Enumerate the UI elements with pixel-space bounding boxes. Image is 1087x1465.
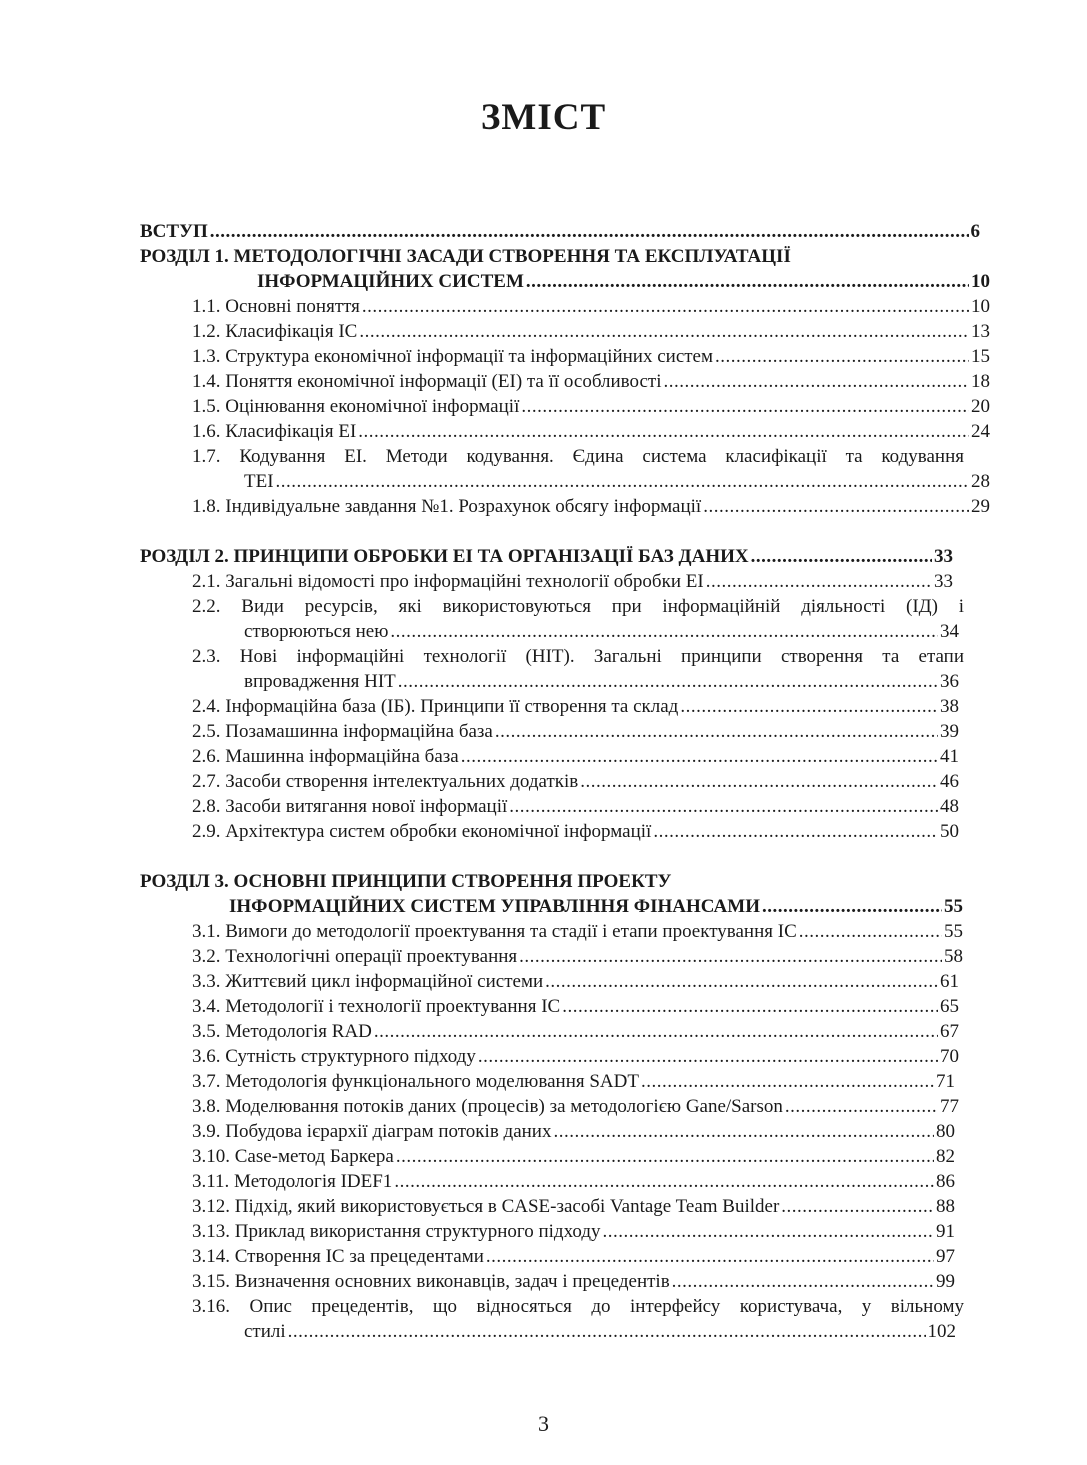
dot-leader xyxy=(664,369,970,394)
toc-entry[interactable] xyxy=(192,1094,959,1119)
toc-entry[interactable] xyxy=(244,1319,956,1344)
toc-entry-label: 3.2. Технологічні операції проектування xyxy=(192,946,518,967)
dot-leader xyxy=(545,969,938,994)
toc-entry-label: ТЕІ xyxy=(244,471,274,492)
toc-entry[interactable] xyxy=(192,919,963,944)
toc-entry-label: 3.8. Моделювання потоків даних (процесів) за методологією Gane/Sarson xyxy=(192,1096,783,1117)
toc-entry[interactable] xyxy=(192,344,990,369)
toc-entry-label: стилі xyxy=(244,1321,286,1342)
toc-entry[interactable] xyxy=(192,1044,959,1069)
dot-leader xyxy=(495,719,938,744)
toc-entry-page: 102 xyxy=(927,1321,956,1342)
dot-leader xyxy=(486,1244,934,1269)
dot-leader xyxy=(703,494,969,519)
toc-entry-label: створюються нею xyxy=(244,621,389,642)
toc-entry-label: 1.5. Оцінювання економічної інформації xyxy=(192,396,520,417)
toc-entry-label: 3.5. Методологія RAD xyxy=(192,1021,372,1042)
dot-leader xyxy=(799,919,942,944)
dot-leader xyxy=(288,1319,926,1344)
dot-leader xyxy=(653,819,938,844)
toc-entry-label: ІНФОРМАЦІЙНИХ СИСТЕМ xyxy=(257,271,524,292)
toc-entry-page: 71 xyxy=(936,1071,955,1092)
toc-entry[interactable] xyxy=(192,794,959,819)
toc-entry-page: 18 xyxy=(971,371,990,392)
toc-entry-page: 48 xyxy=(940,796,959,817)
toc-entry-page: 24 xyxy=(971,421,990,442)
toc-entry[interactable] xyxy=(192,944,963,969)
toc-entry[interactable] xyxy=(192,1069,955,1094)
toc-entry[interactable] xyxy=(192,419,990,444)
toc-entry-page: 67 xyxy=(940,1021,959,1042)
toc-entry-label: 3.13. Приклад використання структурного підходу xyxy=(192,1221,601,1242)
toc-entry[interactable] xyxy=(192,394,990,419)
toc-entry-label: 3.9. Побудова ієрархії діаграм потоків даних xyxy=(192,1121,552,1142)
toc-entry-label: 1.4. Поняття економічної інформації (ЕІ) та її особливості xyxy=(192,371,662,392)
dot-leader xyxy=(390,619,938,644)
toc-entry[interactable] xyxy=(192,1269,955,1294)
toc-entry-label: 3.15. Визначення основних виконавців, задач і прецедентів xyxy=(192,1271,670,1292)
dot-leader xyxy=(398,669,938,694)
dot-leader xyxy=(358,419,969,444)
toc-entry-page: 13 xyxy=(971,321,990,342)
toc-entry-label: 3.7. Методологія функціонального моделювання SADT xyxy=(192,1071,639,1092)
toc-entry-page: 70 xyxy=(940,1046,959,1067)
dot-leader xyxy=(706,569,932,594)
toc-entry[interactable] xyxy=(192,719,959,744)
toc-entry-page: 88 xyxy=(936,1196,955,1217)
toc-entry[interactable] xyxy=(192,494,990,519)
toc-entry-page: 91 xyxy=(936,1221,955,1242)
toc-entry-label: 2.5. Позамашинна інформаційна база xyxy=(192,721,493,742)
toc-entry-page: 33 xyxy=(934,546,953,567)
toc-entry[interactable] xyxy=(192,994,959,1019)
toc-entry-label: 1.1. Основні поняття xyxy=(192,296,360,317)
toc-entry-page: 80 xyxy=(936,1121,955,1142)
section-3-title[interactable]: РОЗДІЛ 3. ОСНОВНІ ПРИНЦИПИ СТВОРЕННЯ ПРОЕКТУ xyxy=(140,871,672,892)
dot-leader xyxy=(478,1044,938,1069)
dot-leader xyxy=(781,1194,934,1219)
dot-leader xyxy=(519,944,942,969)
toc-entry-section-3[interactable] xyxy=(229,894,963,919)
toc-entry-page: 55 xyxy=(944,921,963,942)
dot-leader xyxy=(509,794,938,819)
toc-entry-label: 3.3. Життєвий цикл інформаційної системи xyxy=(192,971,544,992)
toc-entry-page: 36 xyxy=(940,671,959,692)
toc-entry[interactable] xyxy=(192,969,959,994)
toc-entry-page: 34 xyxy=(940,621,959,642)
toc-entry-page: 6 xyxy=(970,221,980,242)
toc-entry-page: 20 xyxy=(971,396,990,417)
toc-entry[interactable] xyxy=(192,319,990,344)
toc-entry-label: ВСТУП xyxy=(140,221,208,242)
toc-entry-label: 3.11. Методологія IDEF1 xyxy=(192,1171,393,1192)
page-number: 3 xyxy=(538,1411,549,1436)
toc-entry[interactable] xyxy=(192,294,990,319)
dot-leader xyxy=(362,294,969,319)
toc-entry-page: 99 xyxy=(936,1271,955,1292)
toc-entry[interactable] xyxy=(192,1169,955,1194)
toc-entry-label: 1.2. Класифікація ІС xyxy=(192,321,358,342)
dot-leader xyxy=(276,469,969,494)
toc-entry-label: 1.6. Класифікація ЕІ xyxy=(192,421,357,442)
toc-entry-page: 28 xyxy=(971,471,990,492)
toc-entry-page: 77 xyxy=(940,1096,959,1117)
toc-entry-label: 2.4. Інформаційна база (ІБ). Принципи її створення та склад xyxy=(192,696,679,717)
toc-entry-intro[interactable] xyxy=(140,219,980,244)
toc-entry-page: 39 xyxy=(940,721,959,742)
toc-entry-label: 1.8. Індивідуальне завдання №1. Розрахунок обсягу інформації xyxy=(192,496,702,517)
dot-leader xyxy=(751,544,932,569)
toc-entry-page: 82 xyxy=(936,1146,955,1167)
dot-leader xyxy=(374,1019,938,1044)
dot-leader xyxy=(715,344,969,369)
toc-entry-label: РОЗДІЛ 2. ПРИНЦИПИ ОБРОБКИ ЕІ ТА ОРГАНІЗАЦІЇ БАЗ ДАНИХ xyxy=(140,546,749,567)
toc-entry-page: 10 xyxy=(971,296,990,317)
dot-leader xyxy=(641,1069,934,1094)
dot-leader xyxy=(394,1169,934,1194)
toc-entry-label: 2.6. Машинна інформаційна база xyxy=(192,746,459,767)
toc-entry-label: ІНФОРМАЦІЙНИХ СИСТЕМ УПРАВЛІННЯ ФІНАНСАМИ xyxy=(229,896,760,917)
dot-leader xyxy=(785,1094,938,1119)
toc-entry-label: 3.1. Вимоги до методології проектування та стадії і етапи проектування ІС xyxy=(192,921,797,942)
dot-leader xyxy=(762,894,942,919)
toc-entry-page: 46 xyxy=(940,771,959,792)
toc-entry-label: 3.4. Методології і технології проектування ІС xyxy=(192,996,561,1017)
toc-entry-label: 2.1. Загальні відомості про інформаційні технології обробки ЕІ xyxy=(192,571,704,592)
toc-entry[interactable] xyxy=(192,1144,955,1169)
toc-entry-page: 50 xyxy=(940,821,959,842)
dot-leader xyxy=(396,1144,934,1169)
toc-entry-page: 10 xyxy=(971,271,990,292)
toc-entry[interactable] xyxy=(192,1244,955,1269)
dot-leader xyxy=(210,219,969,244)
toc-entry[interactable] xyxy=(192,569,953,594)
toc-entry-section-2[interactable] xyxy=(140,544,953,569)
dot-leader xyxy=(672,1269,934,1294)
toc-entry[interactable] xyxy=(192,694,959,719)
toc-entry[interactable] xyxy=(244,669,959,694)
toc-entry-label: 2.9. Архітектура систем обробки економічної інформації xyxy=(192,821,652,842)
toc-entry-label: 3.12. Підхід, який використовується в CASE-засобі Vantage Team Builder xyxy=(192,1196,780,1217)
toc-entry[interactable] xyxy=(192,744,959,769)
dot-leader xyxy=(521,394,969,419)
toc-entry[interactable] xyxy=(192,369,990,394)
toc-entry[interactable] xyxy=(192,1019,959,1044)
toc-entry-section-1[interactable] xyxy=(257,269,990,294)
toc-entry-label: 3.14. Створення ІС за прецедентами xyxy=(192,1246,484,1267)
dot-leader xyxy=(680,694,938,719)
dot-leader xyxy=(359,319,969,344)
toc-entry-line1[interactable]: 2.2. Види ресурсів, які використовуються при інформаційній діяльності (ІД) і xyxy=(192,596,964,617)
toc-entry-line1[interactable]: 1.7. Кодування ЕІ. Методи кодування. Єдина система класифікації та кодування xyxy=(192,446,964,467)
toc-entry-page: 86 xyxy=(936,1171,955,1192)
toc-entry[interactable] xyxy=(192,769,959,794)
toc-entry-page: 97 xyxy=(936,1246,955,1267)
dot-leader xyxy=(562,994,938,1019)
toc-entry[interactable] xyxy=(244,619,959,644)
toc-entry-page: 65 xyxy=(940,996,959,1017)
toc-entry-page: 33 xyxy=(934,571,953,592)
toc-entry-page: 15 xyxy=(971,346,990,367)
toc-entry-label: 2.8. Засоби витягання нової інформації xyxy=(192,796,508,817)
dot-leader xyxy=(461,744,938,769)
section-1-title[interactable]: РОЗДІЛ 1. МЕТОДОЛОГІЧНІ ЗАСАДИ СТВОРЕННЯ ТА ЕКСПЛУАТАЦІЇ xyxy=(140,246,791,267)
dot-leader xyxy=(526,269,969,294)
toc-entry-page: 58 xyxy=(944,946,963,967)
toc-entry-label: 3.10. Case-метод Баркера xyxy=(192,1146,394,1167)
dot-leader xyxy=(603,1219,935,1244)
page-title: ЗМІСТ xyxy=(480,97,607,138)
toc-entry-page: 61 xyxy=(940,971,959,992)
toc-entry-page: 38 xyxy=(940,696,959,717)
dot-leader xyxy=(580,769,938,794)
toc-entry-line1[interactable]: 2.3. Нові інформаційні технології (НІТ). Загальні принципи створення та етапи xyxy=(192,646,964,667)
toc-entry[interactable] xyxy=(192,1219,955,1244)
toc-entry[interactable] xyxy=(244,469,990,494)
toc-entry-line1[interactable]: 3.16. Опис прецедентів, що відносяться до інтерфейсу користувача, у вільному xyxy=(192,1296,964,1317)
toc-entry[interactable] xyxy=(192,819,959,844)
toc-entry-page: 29 xyxy=(971,496,990,517)
toc-entry[interactable] xyxy=(192,1119,955,1144)
dot-leader xyxy=(553,1119,934,1144)
toc-entry-page: 55 xyxy=(944,896,963,917)
toc-entry-label: 3.6. Сутність структурного підходу xyxy=(192,1046,476,1067)
toc-entry-label: 2.7. Засоби створення інтелектуальних додатків xyxy=(192,771,579,792)
toc-entry-label: 1.3. Структура економічної інформації та інформаційних систем xyxy=(192,346,714,367)
toc-entry-label: впровадження НІТ xyxy=(244,671,396,692)
toc-entry-page: 41 xyxy=(940,746,959,767)
toc-entry[interactable] xyxy=(192,1194,955,1219)
